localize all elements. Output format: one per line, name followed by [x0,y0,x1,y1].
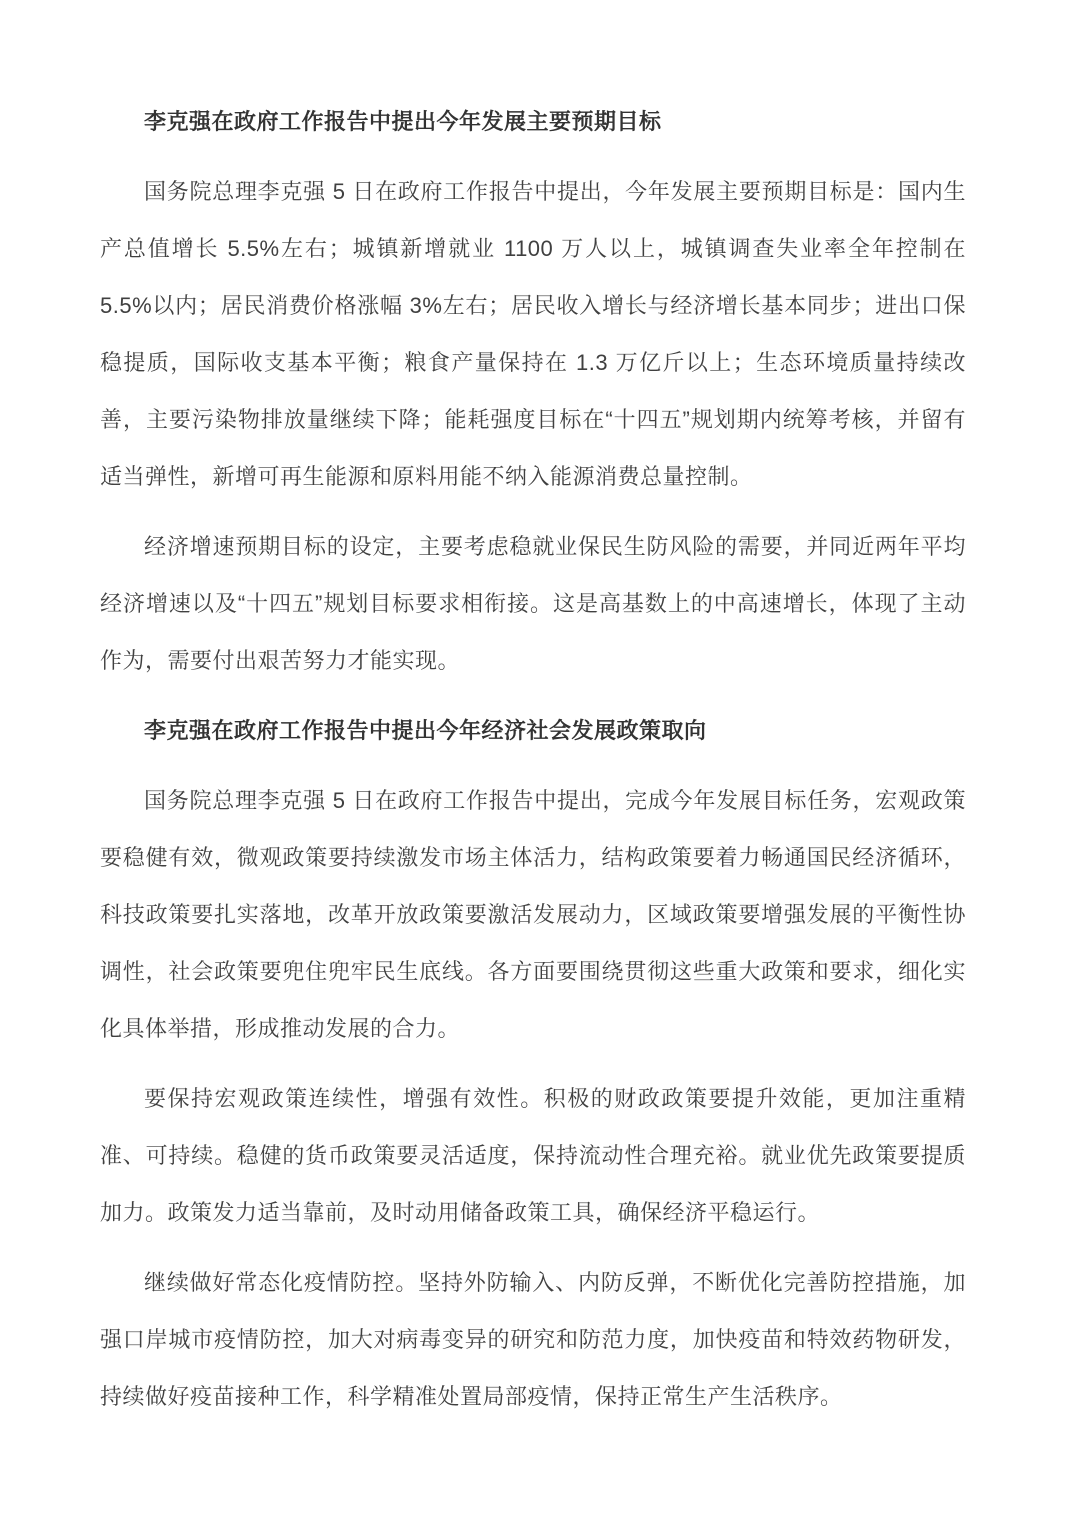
paragraph: 要保持宏观政策连续性，增强有效性。积极的财政政策要提升效能，更加注重精准、可持续。稳健的货币政策要灵活适度，保持流动性合理充裕。就业优先政策要提质加力。政策发力适当靠前，及时动用储备政策工具，确保经济平稳运行。 [100,1086,966,1225]
paragraph: 继续做好常态化疫情防控。坚持外防输入、内防反弹，不断优化完善防控措施，加强口岸城市疫情防控，加大对病毒变异的研究和防范力度，加快疫苗和特效药物研发，持续做好疫苗接种工作，科学精准处置局部疫情，保持正常生产生活秩序。 [100,1270,966,1409]
document-page [100,93,966,1425]
section-heading-development-targets: 李克强在政府工作报告中提出今年发展主要预期目标 [144,109,662,134]
section-heading-policy-orientation: 李克强在政府工作报告中提出今年经济社会发展政策取向 [144,718,707,743]
paragraph: 国务院总理李克强 5 日在政府工作报告中提出，完成今年发展目标任务，宏观政策要稳健有效，微观政策要持续激发市场主体活力，结构政策要着力畅通国民经济循环，科技政策要扎实落地，改革开放政策要激活发展动力，区域政策要增强发展的平衡性协调性，社会政策要兜住兜牢民生底线。各方面要围绕贯彻这些重大政策和要求，细化实化具体举措，形成推动发展的合力。 [100,788,966,1041]
paragraph: 国务院总理李克强 5 日在政府工作报告中提出，今年发展主要预期目标是：国内生产总值增长 5.5%左右；城镇新增就业 1100 万人以上，城镇调查失业率全年控制在 5.5%以内；居民消费价格涨幅 3%左右；居民收入增长与经济增长基本同步；进出口保稳提质，国际收支基本平衡；粮食产量保持在 1.3 万亿斤以上；生态环境质量持续改善，主要污染物排放量继续下降；能耗强度目标在“十四五”规划期内统筹考核，并留有适当弹性，新增可再生能源和原料用能不纳入能源消费总量控制。 [100,179,966,489]
paragraph: 经济增速预期目标的设定，主要考虑稳就业保民生防风险的需要，并同近两年平均经济增速以及“十四五”规划目标要求相衔接。这是高基数上的中高速增长，体现了主动作为，需要付出艰苦努力才能实现。 [100,534,966,673]
